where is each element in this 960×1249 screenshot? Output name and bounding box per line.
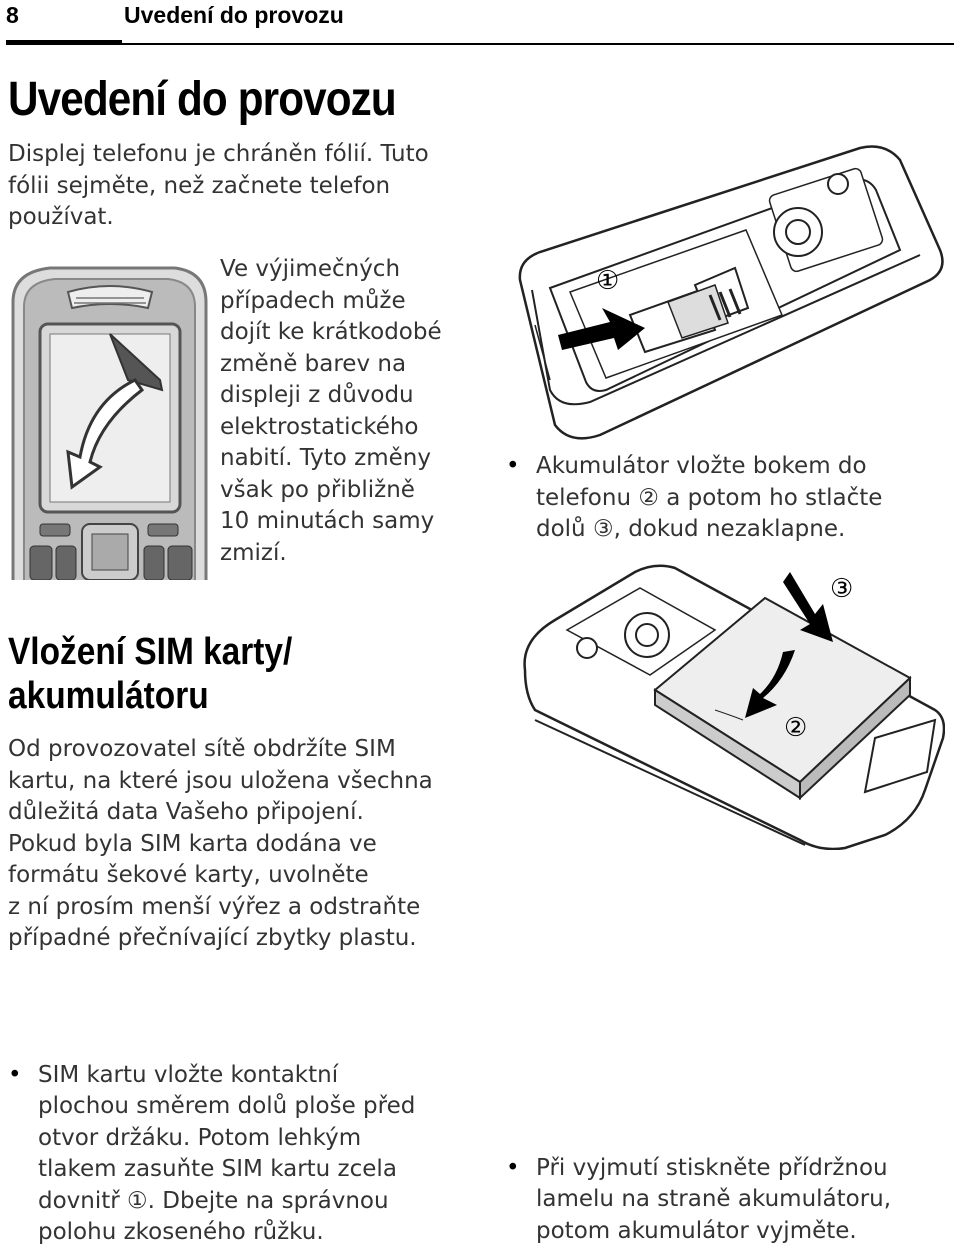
- bullet-line: telefonu ② a potom ho stlačte: [536, 484, 883, 511]
- note-line: nabití. Tyto změny: [220, 445, 431, 471]
- note-line: dojít ke krátkodobé: [220, 319, 442, 345]
- header-rule-thick: [6, 40, 122, 45]
- battery-insertion-illustration: [515, 560, 945, 850]
- bullet-line: potom akumulátor vyjměte.: [536, 1217, 857, 1244]
- section-heading-line: akumulátoru: [8, 675, 209, 717]
- running-header: Uvedení do provozu: [124, 2, 344, 28]
- intro-line: Displej telefonu je chráněn fólií. Tuto: [8, 141, 429, 167]
- body-line: důležitá data Vašeho připojení.: [8, 799, 364, 825]
- section-heading-line: Vložení SIM karty/: [8, 631, 293, 673]
- battery-remove-bullet: [506, 1153, 960, 1248]
- bullet-line: dolů ③, dokud nezaklapne.: [536, 516, 846, 542]
- note-line: 10 minutách samy: [220, 508, 435, 534]
- sim-insertion-illustration: [510, 140, 950, 440]
- body-line: z ní prosím menší výřez a odstraňte: [8, 893, 421, 920]
- bullet-line: tlakem zasuňte SIM kartu zcela: [38, 1156, 397, 1182]
- section-heading: [8, 630, 292, 718]
- battery-insert-bullet: [506, 451, 960, 546]
- body-line: kartu, na které jsou uložena všechna: [8, 767, 433, 794]
- bullet-line: • Akumulátor vložte bokem do: [536, 453, 867, 479]
- bullet-line: otvor držáku. Potom lehkým: [38, 1124, 362, 1151]
- intro-line: používat.: [8, 204, 114, 230]
- intro-paragraph: [8, 139, 478, 234]
- note-line: případech může: [220, 287, 406, 314]
- note-line: displeji z důvodu: [220, 382, 414, 408]
- bullet-line: • Při vyjmutí stiskněte přídržnou: [536, 1154, 888, 1181]
- sim-body-paragraph: [8, 734, 488, 955]
- page-number: 8: [6, 2, 19, 28]
- step-label-1: ①: [596, 266, 620, 296]
- bullet-line: plochou směrem dolů ploše před: [38, 1093, 416, 1119]
- body-line: Pokud byla SIM karta dodána ve: [8, 830, 377, 857]
- intro-line: fólii sejměte, než začnete telefon: [8, 172, 391, 199]
- body-line: případné přečnívající zbytky plastu.: [8, 925, 417, 951]
- step-label-3: ③: [830, 574, 854, 604]
- bullet-line: dovnitř ①. Dbejte na správnou: [38, 1187, 389, 1214]
- note-line: Ve výjimečných: [220, 256, 401, 282]
- note-line: změně barev na: [220, 350, 407, 377]
- display-note: [220, 254, 480, 569]
- header-rule-thin: [122, 43, 954, 45]
- note-line: však po přibližně: [220, 476, 415, 503]
- bullet-line: • SIM kartu vložte kontaktní: [38, 1061, 339, 1088]
- body-line: Od provozovatel sítě obdržíte SIM: [8, 736, 396, 762]
- body-line: formátu šekové karty, uvolněte: [8, 862, 369, 888]
- sim-insert-bullet: [8, 1060, 518, 1249]
- bullet-line: lamelu na straně akumulátoru,: [536, 1186, 892, 1212]
- note-line: elektrostatického: [220, 413, 419, 440]
- step-label-2: ②: [784, 713, 808, 743]
- note-line: zmizí.: [220, 539, 287, 566]
- phone-display-illustration: [10, 262, 210, 580]
- bullet-line: polohu zkoseného růžku.: [38, 1219, 324, 1245]
- page-title: Uvedení do provozu: [8, 73, 396, 126]
